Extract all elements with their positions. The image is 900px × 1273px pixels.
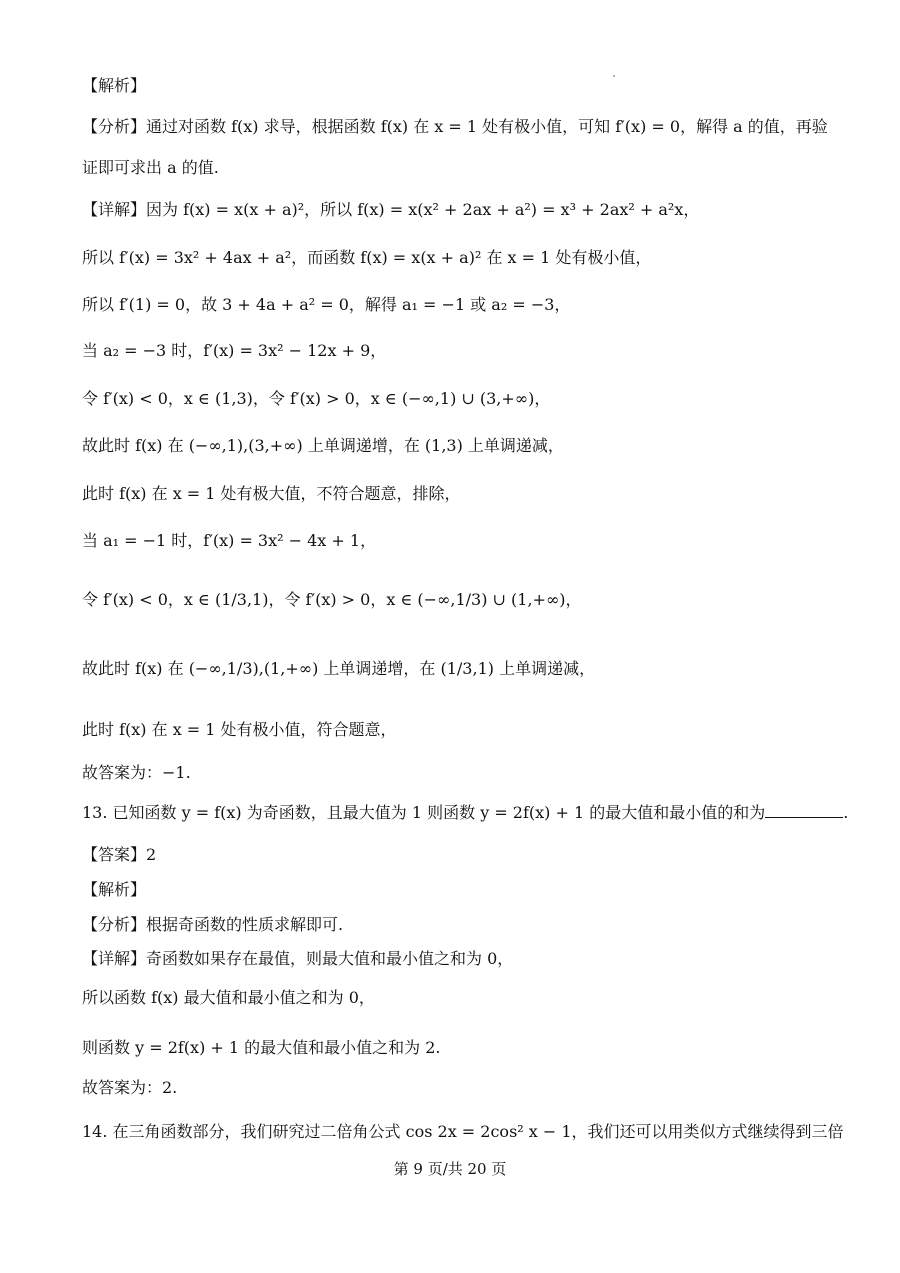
analysis-line: 证即可求出 a 的值. — [82, 158, 219, 177]
detail-line: 当 a₂ = −3 时，f′(x) = 3x² − 12x + 9， — [82, 341, 387, 360]
answer-label: 【答案】2 — [82, 845, 157, 864]
section-label-analysis: 【解析】 — [82, 880, 147, 899]
detail-line: 【详解】奇函数如果存在最值，则最大值和最小值之和为 0， — [82, 949, 514, 968]
detail-line: 故此时 f(x) 在 (−∞,1),(3,+∞) 上单调递增，在 (1,3) 上单调递减， — [82, 436, 564, 455]
analysis-line: 【分析】根据奇函数的性质求解即可. — [82, 915, 344, 934]
detail-line: 此时 f(x) 在 x = 1 处有极小值，符合题意， — [82, 720, 397, 739]
detail-line: 此时 f(x) 在 x = 1 处有极大值，不符合题意，排除， — [82, 484, 461, 503]
detail-line: 令 f′(x) < 0，x ∈ (1,3)，令 f′(x) > 0，x ∈ (−∞,1) ∪ (3,+∞)， — [82, 389, 551, 408]
detail-line: 令 f′(x) < 0，x ∈ (1/3,1)，令 f′(x) > 0，x ∈ (−∞,1/3) ∪ (1,+∞)， — [82, 590, 582, 609]
question-14: 14. 在三角函数部分，我们研究过二倍角公式 cos 2x = 2cos² x − 1，我们还可以用类似方式继续得到三倍 — [82, 1122, 844, 1141]
answer-blank — [765, 803, 843, 818]
answer-line: 故答案为：2. — [82, 1078, 178, 1097]
detail-line: 所以函数 f(x) 最大值和最小值之和为 0， — [82, 988, 375, 1007]
detail-line: 所以 f′(x) = 3x² + 4ax + a²，而函数 f(x) = x(x + a)² 在 x = 1 处有极小值， — [82, 248, 652, 267]
detail-line: 当 a₁ = −1 时，f′(x) = 3x² − 4x + 1， — [82, 531, 377, 550]
question-13 — [82, 800, 849, 826]
section-label-analysis: 【解析】 — [82, 76, 147, 95]
page-footer: 第 9 页/共 20 页 — [393, 1160, 507, 1178]
detail-line: 所以 f′(1) = 0，故 3 + 4a + a² = 0，解得 a₁ = −1 或 a₂ = −3， — [82, 295, 571, 314]
question-13-period: . — [843, 803, 849, 822]
detail-line: 【详解】因为 f(x) = x(x + a)²，所以 f(x) = x(x² + 2ax + a²) = x³ + 2ax² + a²x， — [82, 200, 700, 219]
analysis-line: 【分析】通过对函数 f(x) 求导，根据函数 f(x) 在 x = 1 处有极小值，可知 f′(x) = 0，解得 a 的值，再验 — [82, 117, 828, 136]
detail-line: 故此时 f(x) 在 (−∞,1/3),(1,+∞) 上单调递增，在 (1/3,1) 上单调递减， — [82, 659, 596, 678]
detail-line: 则函数 y = 2f(x) + 1 的最大值和最小值之和为 2. — [82, 1038, 441, 1057]
answer-line: 故答案为：−1. — [82, 763, 191, 782]
question-13-text: 13. 已知函数 y = f(x) 为奇函数，且最大值为 1 则函数 y = 2f(x) + 1 的最大值和最小值的和为 — [82, 803, 766, 822]
